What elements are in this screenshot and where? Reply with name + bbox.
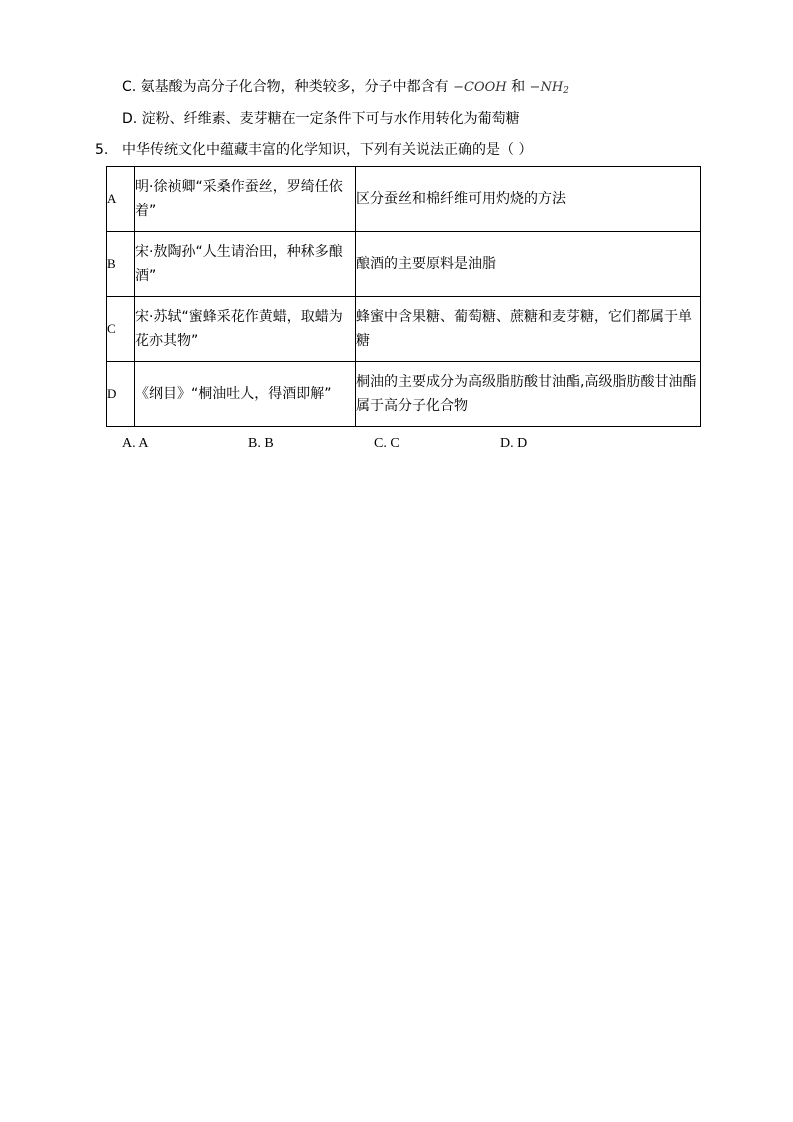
option-d-text: D. 淀粉、纤维素、麦芽糖在一定条件下可与水作用转化为葡萄糖 xyxy=(122,111,520,127)
row-source: 宋·敖陶孙“人生请治田，种秫多酿酒” xyxy=(135,232,356,297)
row-source: 《纲目》“桐油吐人，得酒即解” xyxy=(135,362,356,427)
row-label: B xyxy=(107,232,135,297)
question-5-stem xyxy=(95,140,532,160)
question-5-table xyxy=(106,166,701,427)
row-source: 明·徐祯卿“采桑作蚕丝，罗绮任依着” xyxy=(135,167,356,232)
row-statement: 蜂蜜中含果糖、葡萄糖、蔗糖和麦芽糖，它们都属于单糖 xyxy=(356,297,701,362)
formula-nh2 xyxy=(530,80,569,95)
choice-d: D. D xyxy=(500,436,528,451)
table-row xyxy=(107,167,701,232)
formula-nh2-subscript: 2 xyxy=(563,86,569,96)
table-row xyxy=(107,362,701,427)
option-c-text: C. 氨基酸为高分子化合物，种类较多，分子中都含有 xyxy=(122,79,449,95)
row-source: 宋·苏轼“蜜蜂采花作黄蜡，取蜡为花亦其物” xyxy=(135,297,356,362)
question-text: 中华传统文化中蕴藏丰富的化学知识，下列有关说法正确的是（ ） xyxy=(122,142,533,158)
row-statement: 酿酒的主要原料是油脂 xyxy=(356,232,701,297)
formula-nh2-base: −NH xyxy=(529,80,564,95)
row-label: D xyxy=(107,362,135,427)
table-row xyxy=(107,232,701,297)
row-statement: 桐油的主要成分为高级脂肪酸甘油酯,高级脂肪酸甘油酯属于高分子化合物 xyxy=(356,362,701,427)
table-row xyxy=(107,297,701,362)
question-number: 5. xyxy=(95,142,109,158)
row-statement: 区分蚕丝和棉纤维可用灼烧的方法 xyxy=(356,167,701,232)
row-label: A xyxy=(107,167,135,232)
choice-a: A. A xyxy=(122,436,149,451)
choice-c: C. C xyxy=(374,436,400,451)
choice-b: B. B xyxy=(248,436,274,451)
option-c-connector: 和 xyxy=(511,79,526,95)
option-c xyxy=(122,77,569,101)
option-d xyxy=(122,109,520,129)
row-label: C xyxy=(107,297,135,362)
formula-cooh: −COOH xyxy=(453,80,507,95)
answer-choices xyxy=(0,436,793,456)
